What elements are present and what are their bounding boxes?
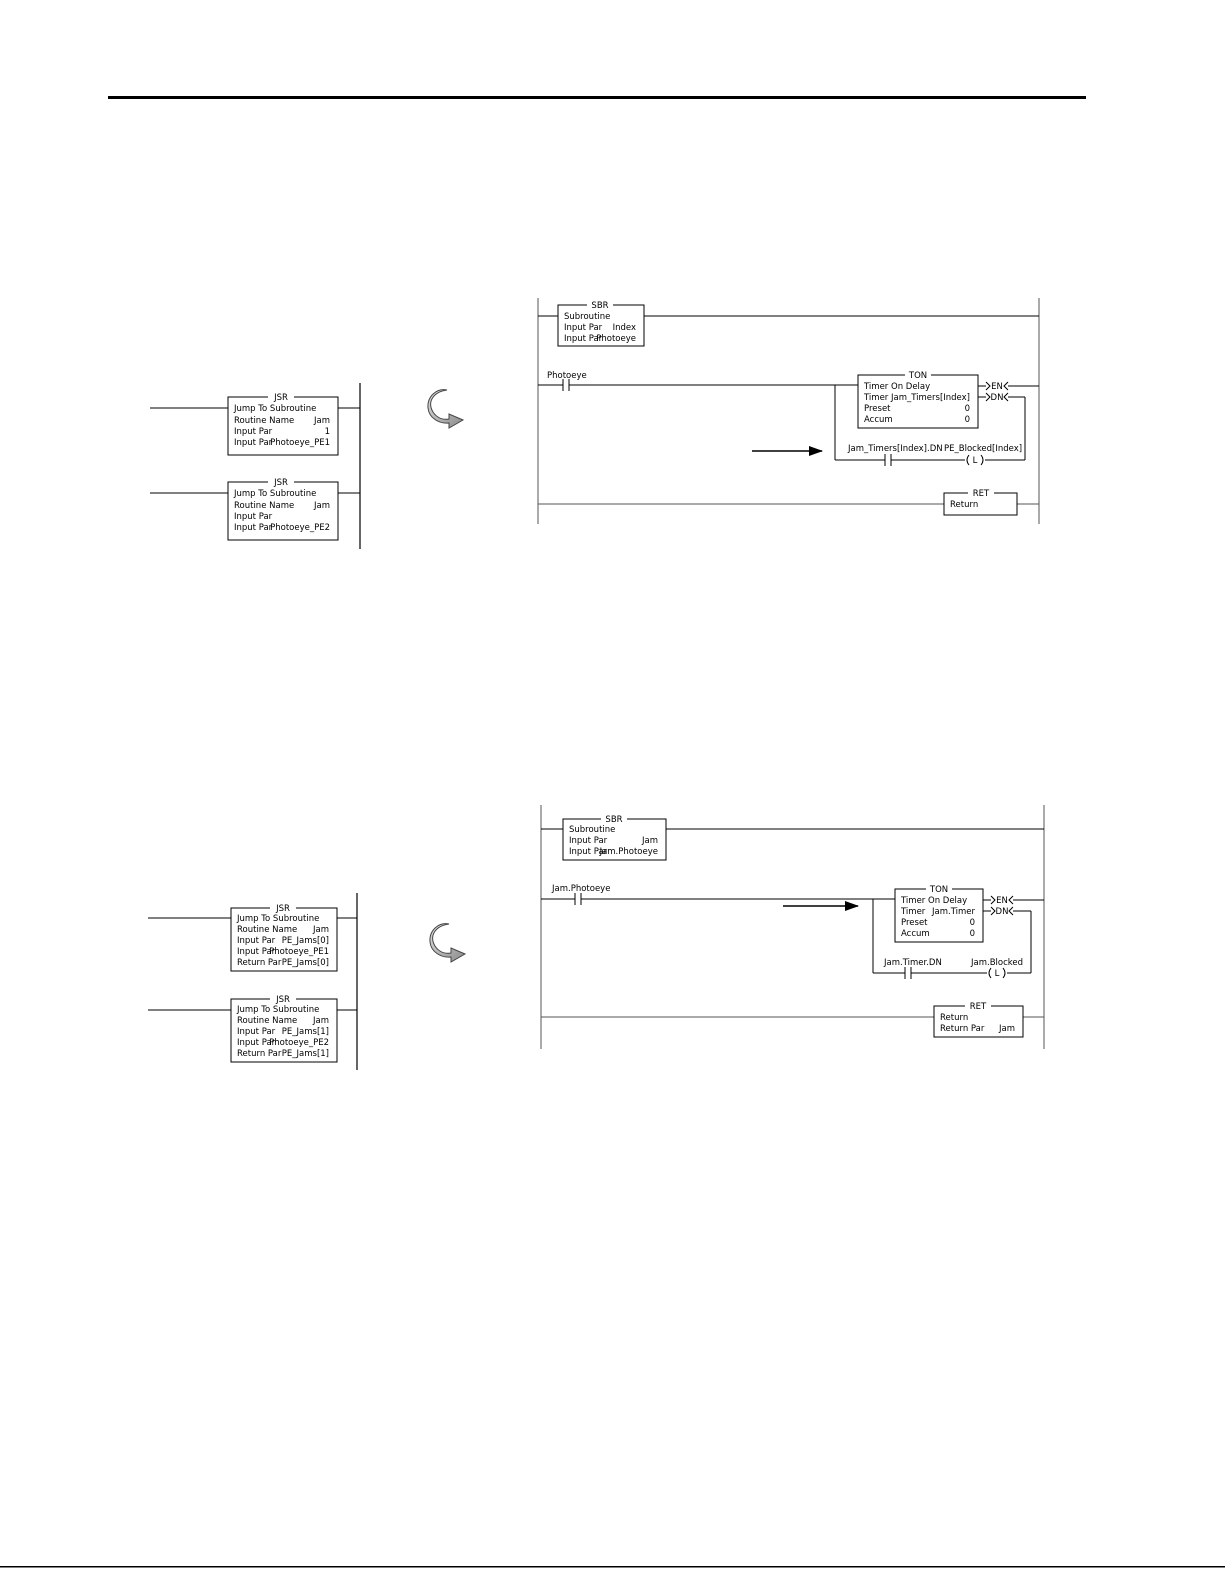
svg-text:Input Par: Input Par	[569, 836, 608, 846]
svg-text:0: 0	[969, 929, 975, 939]
svg-text:SBR: SBR	[591, 301, 609, 311]
svg-text:Subroutine: Subroutine	[569, 825, 616, 835]
ret-block	[944, 489, 1017, 515]
svg-text:Input Par: Input Par	[237, 947, 276, 957]
xic-contact-2	[575, 893, 581, 905]
svg-text:L: L	[994, 969, 1000, 979]
svg-text:Subroutine: Subroutine	[564, 312, 611, 322]
svg-text:Jump To Subroutine: Jump To Subroutine	[234, 489, 317, 499]
svg-text:Routine Name: Routine Name	[234, 416, 295, 426]
svg-text:Return: Return	[950, 500, 979, 510]
svg-text:Return Par: Return Par	[237, 1049, 282, 1059]
svg-text:Input Par: Input Par	[564, 334, 603, 344]
svg-text:Photoeye_PE2: Photoeye_PE2	[269, 1038, 329, 1048]
svg-text:DN: DN	[995, 907, 1009, 917]
svg-text:Input Par: Input Par	[234, 438, 273, 448]
svg-text:Routine Name: Routine Name	[237, 925, 298, 935]
svg-text:Jam_Timers[Index]: Jam_Timers[Index]	[890, 393, 970, 403]
svg-text:Timer: Timer	[901, 907, 926, 917]
svg-text:Jam: Jam	[314, 416, 330, 426]
svg-text:Timer On Delay: Timer On Delay	[901, 896, 968, 906]
footer-rule	[0, 1566, 1225, 1568]
branch-coil-label: PE_Blocked[Index]	[944, 444, 1023, 454]
svg-text:0: 0	[969, 918, 975, 928]
branch-coil-label-2: Jam.Blocked	[971, 958, 1024, 968]
jsr-block-1	[228, 393, 338, 455]
svg-text:Input Par: Input Par	[569, 847, 608, 857]
svg-text:SBR: SBR	[605, 815, 623, 825]
svg-text:Jam.Photoeye: Jam.Photoeye	[599, 847, 658, 857]
svg-text:Routine Name: Routine Name	[234, 501, 295, 511]
svg-text:Return Par: Return Par	[940, 1024, 985, 1034]
svg-text:Jump To Subroutine: Jump To Subroutine	[237, 1005, 320, 1015]
svg-text:Return Par: Return Par	[237, 958, 282, 968]
svg-text:Photoeye_PE2: Photoeye_PE2	[270, 523, 330, 533]
svg-text:Jam: Jam	[999, 1024, 1015, 1034]
svg-text:PE_Jams[0]: PE_Jams[0]	[281, 936, 329, 946]
svg-text:Photoeye_PE1: Photoeye_PE1	[269, 947, 329, 957]
svg-text:Input Par: Input Par	[237, 936, 276, 946]
svg-text:Accum: Accum	[901, 929, 930, 939]
curved-arrow-icon-2	[430, 924, 465, 962]
contact-label: Photoeye	[547, 371, 587, 381]
svg-text:Jump To Subroutine: Jump To Subroutine	[237, 914, 320, 924]
svg-text:Routine Name: Routine Name	[237, 1016, 298, 1026]
dn-output-2	[991, 907, 1013, 917]
svg-text:Return: Return	[940, 1013, 969, 1023]
svg-text:Input Par: Input Par	[237, 1038, 276, 1048]
svg-text:Jam.Timer: Jam.Timer	[932, 907, 975, 917]
svg-text:PE_Jams[1]: PE_Jams[1]	[281, 1027, 329, 1037]
jsr-block-4	[231, 995, 337, 1062]
ton-block	[858, 371, 978, 428]
svg-text:1: 1	[324, 427, 330, 437]
svg-text:L: L	[972, 456, 978, 466]
svg-text:Input Par: Input Par	[234, 427, 273, 437]
branch-contact	[885, 454, 891, 466]
ret-block-2	[934, 1002, 1023, 1037]
figure-2	[148, 805, 1044, 1070]
svg-text:PE_Jams[0]: PE_Jams[0]	[281, 958, 329, 968]
svg-text:Timer: Timer	[864, 393, 889, 403]
svg-text:Jam: Jam	[314, 501, 330, 511]
svg-text:Input Par: Input Par	[564, 323, 603, 333]
svg-text:Accum: Accum	[864, 415, 893, 425]
svg-text:Preset: Preset	[901, 918, 928, 928]
svg-text:EN: EN	[996, 896, 1008, 906]
latch-coil-2	[989, 968, 1005, 979]
svg-text:0: 0	[964, 415, 970, 425]
svg-text:Jam: Jam	[642, 836, 658, 846]
svg-text:PE_Jams[1]: PE_Jams[1]	[281, 1049, 329, 1059]
sbr-block-2	[563, 815, 666, 860]
sbr-block	[558, 301, 644, 346]
svg-text:Timer On Delay: Timer On Delay	[864, 382, 931, 392]
svg-text:JSR: JSR	[276, 904, 290, 914]
svg-text:0: 0	[964, 404, 970, 414]
svg-text:RET: RET	[969, 1002, 987, 1012]
branch-contact-label-2: Jam.Timer.DN	[884, 958, 942, 968]
branch-contact-label: Jam_Timers[Index].DN	[848, 444, 943, 454]
figure-1	[150, 298, 1039, 549]
jsr-block-3	[231, 904, 337, 971]
svg-text:RET: RET	[972, 489, 990, 499]
en-output	[986, 382, 1008, 392]
curved-arrow-icon	[428, 390, 463, 428]
svg-text:TON: TON	[908, 371, 928, 381]
jsr-block-2	[228, 478, 338, 540]
contact-label-2: Jam.Photoeye	[552, 884, 611, 894]
branch-contact-2	[905, 967, 911, 979]
en-output-2	[991, 896, 1013, 906]
svg-text:Jam: Jam	[313, 925, 329, 935]
svg-text:JSR: JSR	[274, 393, 288, 403]
svg-text:Photoeye_PE1: Photoeye_PE1	[270, 438, 330, 448]
svg-text:Jump To Subroutine: Jump To Subroutine	[234, 404, 317, 414]
svg-text:Jam: Jam	[313, 1016, 329, 1026]
header-rule	[108, 96, 1086, 99]
svg-text:Input Par: Input Par	[234, 523, 273, 533]
svg-text:Input Par: Input Par	[237, 1027, 276, 1037]
svg-text:Index: Index	[612, 323, 636, 333]
dn-output	[986, 393, 1008, 403]
svg-text:JSR: JSR	[274, 478, 288, 488]
svg-text:Photoeye: Photoeye	[596, 334, 636, 344]
svg-text:Preset: Preset	[864, 404, 891, 414]
ton-block-2	[895, 885, 983, 942]
svg-text:DN: DN	[990, 393, 1004, 403]
svg-text:JSR: JSR	[276, 995, 290, 1005]
latch-coil	[967, 455, 983, 466]
svg-text:Input Par: Input Par	[234, 512, 273, 522]
svg-text:EN: EN	[991, 382, 1003, 392]
svg-text:TON: TON	[929, 885, 949, 895]
